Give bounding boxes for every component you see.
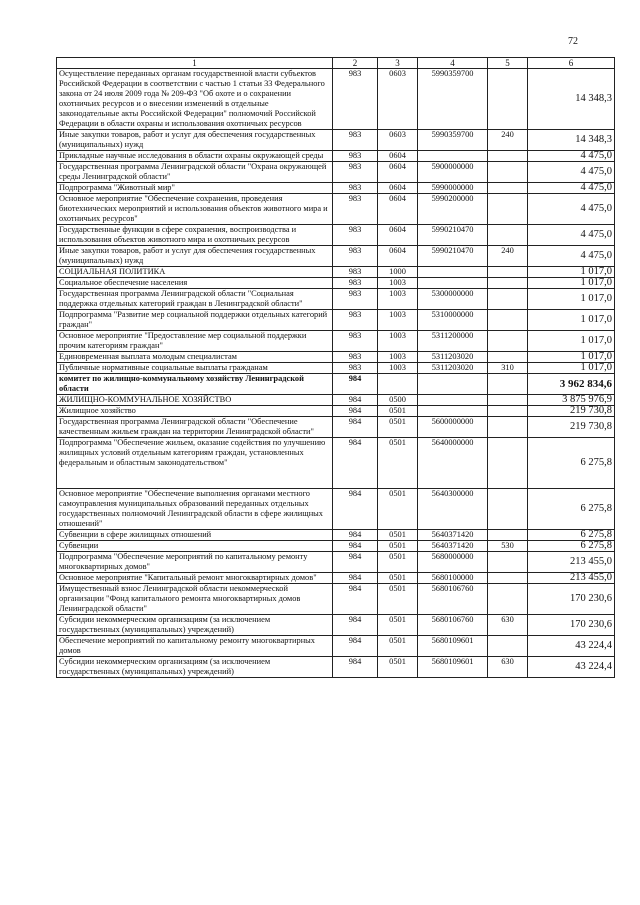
cell-vr	[488, 417, 528, 438]
cell-cs: 5990359700	[418, 130, 488, 151]
cell-vr	[488, 395, 528, 406]
cell-ved: 983	[333, 69, 378, 130]
table-row	[57, 530, 615, 541]
cell-vr	[488, 162, 528, 183]
table-row	[57, 552, 615, 573]
cell-rz: 1003	[378, 331, 418, 352]
cell-ved: 984	[333, 541, 378, 552]
cell-vr	[488, 225, 528, 246]
cell-ved: 984	[333, 374, 378, 395]
cell-ved: 984	[333, 438, 378, 489]
table-row	[57, 278, 615, 289]
cell-cs: 5990210470	[418, 225, 488, 246]
table-row	[57, 310, 615, 331]
table-row	[57, 584, 615, 615]
cell-vr	[488, 489, 528, 530]
cell-vr	[488, 310, 528, 331]
cell-cs: 5680109601	[418, 636, 488, 657]
table-row	[57, 417, 615, 438]
cell-vr	[488, 552, 528, 573]
table-row	[57, 69, 615, 130]
cell-vr	[488, 69, 528, 130]
cell-cs: 5311203020	[418, 363, 488, 374]
cell-amount: 43 224,4	[528, 657, 615, 678]
table-row	[57, 489, 615, 530]
cell-cs	[418, 406, 488, 417]
cell-cs: 5680100000	[418, 573, 488, 584]
cell-vr	[488, 530, 528, 541]
cell-cs: 5680000000	[418, 552, 488, 573]
cell-amount: 1 017,0	[528, 310, 615, 331]
cell-amount: 170 230,6	[528, 584, 615, 615]
cell-cs: 5311200000	[418, 331, 488, 352]
cell-ved: 984	[333, 573, 378, 584]
cell-name: Подпрограмма "Развитие мер социальной поддержки отдельных категорий граждан"	[57, 310, 333, 331]
cell-ved: 984	[333, 615, 378, 636]
table-row	[57, 352, 615, 363]
header-cell-vr: 5	[488, 58, 528, 69]
cell-vr	[488, 331, 528, 352]
cell-vr	[488, 267, 528, 278]
cell-amount: 1 017,0	[528, 267, 615, 278]
cell-cs: 5990359700	[418, 69, 488, 130]
cell-rz: 0501	[378, 541, 418, 552]
cell-cs	[418, 395, 488, 406]
cell-cs: 5680106760	[418, 584, 488, 615]
cell-rz: 0501	[378, 530, 418, 541]
cell-rz: 1000	[378, 267, 418, 278]
cell-vr	[488, 584, 528, 615]
cell-name: СОЦИАЛЬНАЯ ПОЛИТИКА	[57, 267, 333, 278]
cell-vr	[488, 278, 528, 289]
cell-amount: 4 475,0	[528, 246, 615, 267]
cell-amount: 6 275,8	[528, 541, 615, 552]
header-cell-ved: 2	[333, 58, 378, 69]
cell-vr: 310	[488, 363, 528, 374]
cell-amount: 3 962 834,6	[528, 374, 615, 395]
cell-name: Публичные нормативные социальные выплаты гражданам	[57, 363, 333, 374]
cell-ved: 983	[333, 267, 378, 278]
cell-cs: 5990200000	[418, 194, 488, 225]
cell-ved: 983	[333, 130, 378, 151]
cell-rz: 0501	[378, 438, 418, 489]
cell-name: Государственная программа Ленинградской области "Социальная поддержка отдельных категорий граждан в Ленинградской области"	[57, 289, 333, 310]
cell-name: комитет по жилищно-коммунальному хозяйству Ленинградской области	[57, 374, 333, 395]
cell-ved: 983	[333, 194, 378, 225]
cell-rz: 0501	[378, 417, 418, 438]
cell-rz: 1003	[378, 278, 418, 289]
cell-cs: 5640300000	[418, 489, 488, 530]
cell-ved: 984	[333, 636, 378, 657]
cell-rz: 0501	[378, 573, 418, 584]
cell-vr	[488, 573, 528, 584]
table-row	[57, 225, 615, 246]
cell-amount: 170 230,6	[528, 615, 615, 636]
cell-rz: 0501	[378, 489, 418, 530]
table-row	[57, 130, 615, 151]
cell-ved: 983	[333, 151, 378, 162]
cell-amount: 6 275,8	[528, 530, 615, 541]
cell-rz: 0604	[378, 194, 418, 225]
table-row	[57, 395, 615, 406]
cell-amount: 1 017,0	[528, 331, 615, 352]
cell-name: Субвенции в сфере жилищных отношений	[57, 530, 333, 541]
table-header	[57, 58, 615, 69]
cell-amount: 14 348,3	[528, 130, 615, 151]
cell-cs: 5900000000	[418, 162, 488, 183]
cell-ved: 983	[333, 278, 378, 289]
cell-amount: 43 224,4	[528, 636, 615, 657]
cell-amount: 4 475,0	[528, 162, 615, 183]
cell-rz: 0501	[378, 406, 418, 417]
cell-rz: 0604	[378, 183, 418, 194]
cell-rz: 1003	[378, 310, 418, 331]
cell-ved: 983	[333, 246, 378, 267]
cell-rz: 1003	[378, 289, 418, 310]
cell-amount: 4 475,0	[528, 194, 615, 225]
table-row	[57, 657, 615, 678]
cell-vr	[488, 406, 528, 417]
cell-ved: 983	[333, 183, 378, 194]
cell-vr	[488, 438, 528, 489]
cell-name: Субсидии некоммерческим организациям (за исключением государственных (муниципальных) учреждений)	[57, 657, 333, 678]
cell-cs: 5990000000	[418, 183, 488, 194]
cell-ved: 984	[333, 417, 378, 438]
header-row	[57, 58, 615, 69]
cell-amount: 3 875 976,9	[528, 395, 615, 406]
table-row	[57, 363, 615, 374]
cell-vr: 530	[488, 541, 528, 552]
cell-cs: 5640371420	[418, 541, 488, 552]
cell-vr: 240	[488, 246, 528, 267]
table-row	[57, 438, 615, 489]
cell-ved: 983	[333, 225, 378, 246]
cell-vr	[488, 374, 528, 395]
cell-ved: 984	[333, 395, 378, 406]
header-cell-rz: 3	[378, 58, 418, 69]
cell-ved: 984	[333, 406, 378, 417]
cell-name: Имущественный взнос Ленинградской области некоммерческой организации "Фонд капитального ремонта многоквартирных домов Ленинградской области"	[57, 584, 333, 615]
table-row	[57, 289, 615, 310]
cell-ved: 983	[333, 310, 378, 331]
cell-name: Подпрограмма "Обеспечение жильем, оказание содействия по улучшению жилищных условий отдельным категориям граждан, установленных федеральным и областным законодательством"	[57, 438, 333, 489]
table-row	[57, 615, 615, 636]
table-row	[57, 636, 615, 657]
cell-cs: 5990210470	[418, 246, 488, 267]
cell-rz	[378, 374, 418, 395]
table-row	[57, 331, 615, 352]
cell-amount: 6 275,8	[528, 489, 615, 530]
cell-name: Социальное обеспечение населения	[57, 278, 333, 289]
cell-rz: 1003	[378, 363, 418, 374]
cell-ved: 984	[333, 530, 378, 541]
cell-name: Прикладные научные исследования в области охраны окружающей среды	[57, 151, 333, 162]
cell-rz: 0500	[378, 395, 418, 406]
cell-ved: 984	[333, 584, 378, 615]
cell-vr	[488, 352, 528, 363]
cell-ved: 983	[333, 289, 378, 310]
header-cell-name: 1	[57, 58, 333, 69]
cell-name: Субвенции	[57, 541, 333, 552]
cell-cs: 5311203020	[418, 352, 488, 363]
cell-cs: 5680109601	[418, 657, 488, 678]
cell-rz: 0604	[378, 151, 418, 162]
table-row	[57, 541, 615, 552]
cell-name: Подпрограмма "Животный мир"	[57, 183, 333, 194]
cell-cs	[418, 267, 488, 278]
cell-ved: 983	[333, 162, 378, 183]
cell-rz: 0604	[378, 246, 418, 267]
header-cell-cs: 4	[418, 58, 488, 69]
cell-vr	[488, 194, 528, 225]
cell-ved: 984	[333, 489, 378, 530]
cell-rz: 0501	[378, 657, 418, 678]
cell-cs: 5600000000	[418, 417, 488, 438]
cell-amount: 4 475,0	[528, 151, 615, 162]
cell-rz: 0603	[378, 130, 418, 151]
table-row	[57, 267, 615, 278]
table-row	[57, 162, 615, 183]
cell-rz: 0604	[378, 162, 418, 183]
cell-cs	[418, 151, 488, 162]
table-row	[57, 374, 615, 395]
cell-amount: 4 475,0	[528, 225, 615, 246]
cell-cs: 5640371420	[418, 530, 488, 541]
budget-table	[56, 57, 615, 678]
table-row	[57, 406, 615, 417]
cell-name: Государственные функции в сфере сохранения, воспроизводства и использования объектов животного мира и охотничьих ресурсов	[57, 225, 333, 246]
table-row	[57, 151, 615, 162]
cell-name: Иные закупки товаров, работ и услуг для обеспечения государственных (муниципальных) нужд	[57, 246, 333, 267]
cell-name: Обеспечение мероприятий по капитальному ремонту многоквартирных домов	[57, 636, 333, 657]
cell-name: Осуществление переданных органам государственной власти субъектов Российской Федерации в соответствии с частью 1 статьи 33 Федерального закона от 24 июля 2009 года № 209-ФЗ "Об охоте и о сохранении охотничьих ресурсов и о внесении изменений в отдельные законодательные акты Российской Федерации" полномочий Российской Федерации в области охраны и использования охотничьих ресурсов	[57, 69, 333, 130]
cell-vr	[488, 151, 528, 162]
cell-amount: 4 475,0	[528, 183, 615, 194]
cell-vr	[488, 636, 528, 657]
cell-ved: 983	[333, 363, 378, 374]
header-cell-amount: 6	[528, 58, 615, 69]
cell-amount: 213 455,0	[528, 573, 615, 584]
cell-amount: 1 017,0	[528, 352, 615, 363]
cell-name: Государственная программа Ленинградской области "Охрана окружающей среды Ленинградской области"	[57, 162, 333, 183]
page-number: 72	[568, 36, 578, 47]
cell-rz: 0501	[378, 615, 418, 636]
cell-amount: 6 275,8	[528, 438, 615, 489]
cell-name: Основное мероприятие "Обеспечение сохранения, проведения биотехнических мероприятий и использования объектов животного мира и охотничьих ресурсов"	[57, 194, 333, 225]
cell-name: ЖИЛИЩНО-КОММУНАЛЬНОЕ ХОЗЯЙСТВО	[57, 395, 333, 406]
cell-name: Основное мероприятие "Обеспечение выполнения органами местного самоуправления муниципальных образований переданных отдельных государственных полномочий Ленинградской области в сфере жилищных отношений"	[57, 489, 333, 530]
cell-cs	[418, 374, 488, 395]
cell-rz: 0501	[378, 584, 418, 615]
table-row	[57, 183, 615, 194]
cell-amount: 1 017,0	[528, 278, 615, 289]
cell-amount: 1 017,0	[528, 289, 615, 310]
cell-name: Основное мероприятие "Капитальный ремонт многоквартирных домов"	[57, 573, 333, 584]
table-row	[57, 246, 615, 267]
table-body	[57, 69, 615, 678]
cell-cs: 5300000000	[418, 289, 488, 310]
cell-rz: 1003	[378, 352, 418, 363]
table-row	[57, 573, 615, 584]
cell-name: Основное мероприятие "Предоставление мер социальной поддержки прочим категориям граждан"	[57, 331, 333, 352]
cell-rz: 0501	[378, 636, 418, 657]
cell-amount: 213 455,0	[528, 552, 615, 573]
cell-amount: 1 017,0	[528, 363, 615, 374]
cell-vr	[488, 183, 528, 194]
cell-rz: 0501	[378, 552, 418, 573]
cell-cs: 5680106760	[418, 615, 488, 636]
cell-vr: 240	[488, 130, 528, 151]
cell-name: Подпрограмма "Обеспечение мероприятий по капитальному ремонту многоквартирных домов"	[57, 552, 333, 573]
cell-amount: 219 730,8	[528, 406, 615, 417]
cell-ved: 983	[333, 352, 378, 363]
cell-cs: 5640000000	[418, 438, 488, 489]
cell-rz: 0603	[378, 69, 418, 130]
cell-name: Субсидии некоммерческим организациям (за исключением государственных (муниципальных) учреждений)	[57, 615, 333, 636]
cell-vr: 630	[488, 657, 528, 678]
cell-cs: 5310000000	[418, 310, 488, 331]
cell-name: Иные закупки товаров, работ и услуг для обеспечения государственных (муниципальных) нужд	[57, 130, 333, 151]
cell-rz: 0604	[378, 225, 418, 246]
cell-ved: 984	[333, 552, 378, 573]
cell-cs	[418, 278, 488, 289]
cell-vr	[488, 289, 528, 310]
cell-vr: 630	[488, 615, 528, 636]
table-row	[57, 194, 615, 225]
cell-ved: 983	[333, 331, 378, 352]
cell-name: Единовременная выплата молодым специалистам	[57, 352, 333, 363]
cell-name: Государственная программа Ленинградской области "Обеспечение качественным жильем граждан на территории Ленинградской области"	[57, 417, 333, 438]
cell-amount: 219 730,8	[528, 417, 615, 438]
cell-ved: 984	[333, 657, 378, 678]
cell-amount: 14 348,3	[528, 69, 615, 130]
cell-name: Жилищное хозяйство	[57, 406, 333, 417]
